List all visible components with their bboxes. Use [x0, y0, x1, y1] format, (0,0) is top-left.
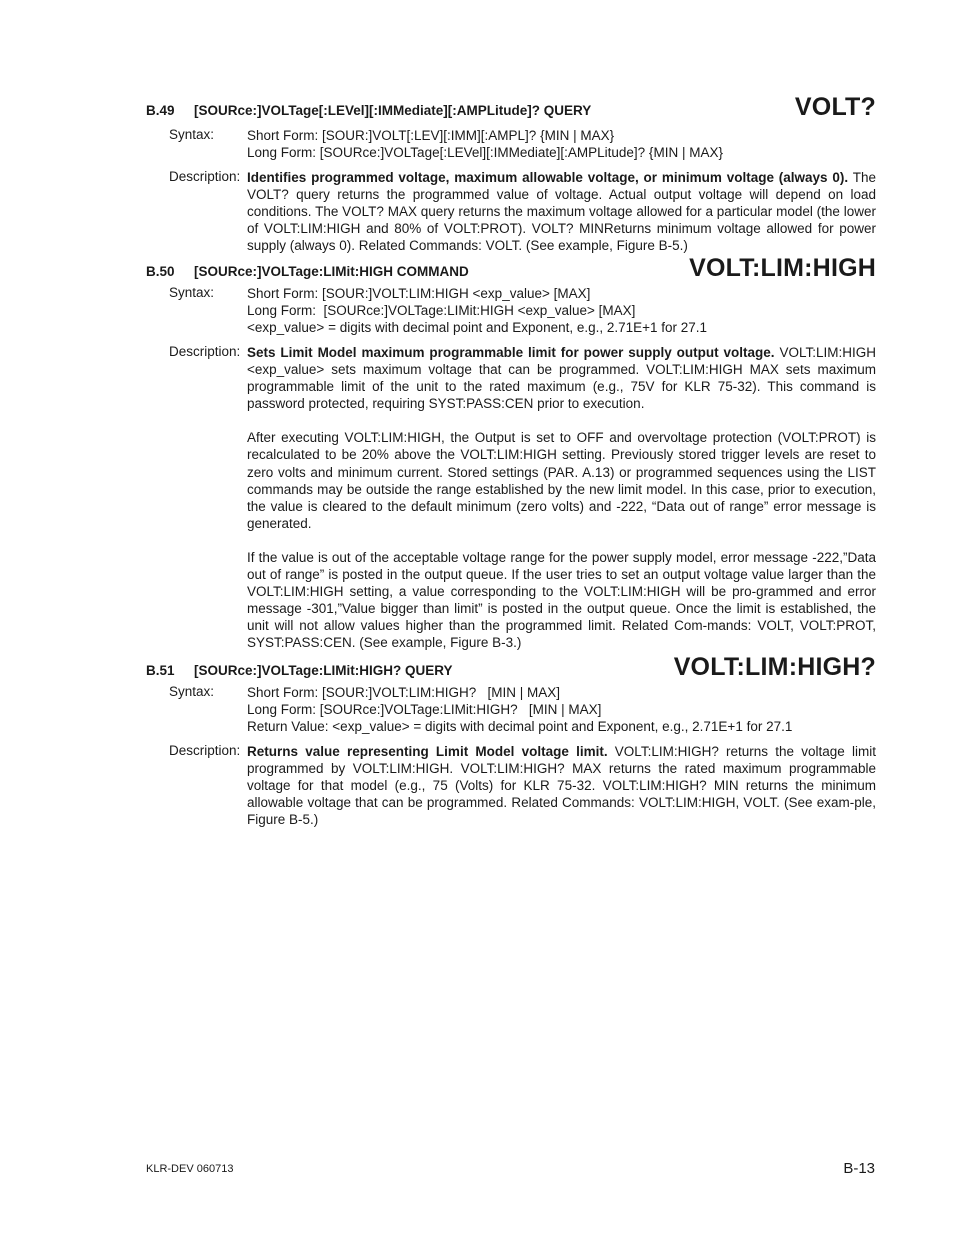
description-text: VOLT:LIM:HIGH? returns the voltage limit programmed by VOLT:LIM:HIGH. VOLT:LIM:HIGH? MAX returns the rated maximum programmable voltage for that model (e.g., 75 (Volts) for KLR 75-32. VOLT:LIM:HIGH? MIN returns the minimum allowable voltage that can be programmed. Related Commands: VOLT:LIM:HIGH, VOLT. (See exam-ple, Figure B-5.) [247, 744, 876, 828]
description-paragraph [247, 429, 876, 532]
section-heading-b50 [146, 254, 876, 282]
section-command: [SOURce:]VOLTage:LIMit:HIGH COMMAND [194, 264, 469, 279]
description-text: If the value is out of the acceptable voltage range for the power supply model, error message -222,”Data out of range” is posted in the output queue. If the user tries to set an output voltage value larger than the VOLT:LIM:HIGH setting, a value corresponding to the VOLT:LIM:HIGH will be pro-grammed and error message -301,”Value bigger than limit” is posted in the output queue. Once the limit is established, the unit will not allow values higher than the programmed limit. Related Com-mands: VOLT, VOLT:PROT, SYST:PASS:CEN. (See example, Figure B-3.) [247, 549, 876, 651]
description-text: The VOLT? query returns the programmed value of voltage. Actual output voltage will depend on load conditions. The VOLT? MAX query returns the maximum voltage allowed for a particular model (the lower of VOLT:LIM:HIGH and 80% of VOLT:PROT). VOLT? MINReturns minimum voltage allowed for power supply (always 0). Related Commands: VOLT. (See example, Figure B-5.) [247, 170, 876, 254]
syntax-line: Short Form: [SOUR:]VOLT:LIM:HIGH? [MIN | MAX] [247, 685, 561, 700]
section-heading-b49 [146, 93, 876, 121]
syntax-block [247, 285, 876, 336]
description-block [247, 169, 876, 254]
description-paragraph [247, 169, 876, 254]
description-block [247, 743, 876, 828]
syntax-line: Long Form: [SOURce:]VOLTage:LIMit:HIGH <exp_value> [MAX] [247, 303, 636, 319]
syntax-line: Long Form: [SOURce:]VOLTage:LIMit:HIGH? [MIN | MAX] [247, 702, 602, 718]
description-paragraph [247, 549, 876, 652]
footer-page-number: B-13 [843, 1160, 875, 1177]
syntax-line: Short Form: [SOUR:]VOLT:LIM:HIGH <exp_value> [MAX] [247, 286, 591, 301]
section-command: [SOURce:]VOLTage[:LEVel][:IMMediate][:AMPLitude]? QUERY [194, 103, 592, 118]
description-lead: Sets Limit Model maximum programmable limit for power supply output voltage. [247, 345, 775, 360]
syntax-line: Return Value: <exp_value> = digits with decimal point and Exponent, e.g., 2.71E+1 for 27.1 [247, 719, 793, 735]
syntax-block [247, 127, 876, 161]
section-number: B.49 [146, 103, 175, 118]
section-number: B.50 [146, 264, 175, 279]
syntax-label: Syntax: [169, 127, 215, 142]
command-mnemonic: VOLT:LIM:HIGH [689, 254, 876, 282]
description-paragraph [247, 344, 876, 412]
syntax-label: Syntax: [169, 684, 215, 699]
syntax-label: Syntax: [169, 285, 215, 300]
description-label: Description: [169, 344, 241, 359]
description-lead: Identifies programmed voltage, maximum allowable voltage, or minimum voltage (always 0). [247, 170, 849, 185]
syntax-block [247, 684, 876, 735]
syntax-line: Long Form: [SOURce:]VOLTage[:LEVel][:IMMediate][:AMPLitude]? {MIN | MAX} [247, 145, 723, 161]
description-text: VOLT:LIM:HIGH <exp_value> sets maximum voltage that can be programmed. VOLT:LIM:HIGH MAX sets maximum programmable limit of the unit to the rated maximum (e.g., 75V for KLR 75-32). This command is password protected, requiring SYST:PASS:CEN prior to execution. [247, 345, 876, 412]
description-lead: Returns value representing Limit Model voltage limit. [247, 744, 608, 759]
description-text: After executing VOLT:LIM:HIGH, the Output is set to OFF and overvoltage protection (VOLT:PROT) is recalculated to be 20% above the VOLT:LIM:HIGH setting. Previously stored trigger levels are reset to zero volts and minimum current. Stored settings (PAR. A.13) or programmed sequences using the LIST commands may be outside the range established by the new limit model. In this case, prior to execution, the value is cleared to the default minimum (zero volts) and -222, “Data out of range” error message is generated. [247, 430, 876, 531]
section-number: B.51 [146, 663, 175, 678]
command-mnemonic: VOLT? [794, 93, 876, 121]
description-label: Description: [169, 743, 241, 758]
description-paragraph [247, 743, 876, 828]
command-mnemonic: VOLT:LIM:HIGH? [673, 653, 876, 681]
footer-document-id: KLR-DEV 060713 [146, 1163, 234, 1175]
description-block [247, 344, 876, 652]
section-heading-b51 [146, 653, 876, 681]
description-label: Description: [169, 169, 241, 184]
section-command: [SOURce:]VOLTage:LIMit:HIGH? QUERY [194, 663, 453, 678]
syntax-line: <exp_value> = digits with decimal point and Exponent, e.g., 2.71E+1 for 27.1 [247, 320, 708, 336]
syntax-line: Short Form: [SOUR:]VOLT[:LEV][:IMM][:AMPL]? {MIN | MAX} [247, 128, 615, 143]
